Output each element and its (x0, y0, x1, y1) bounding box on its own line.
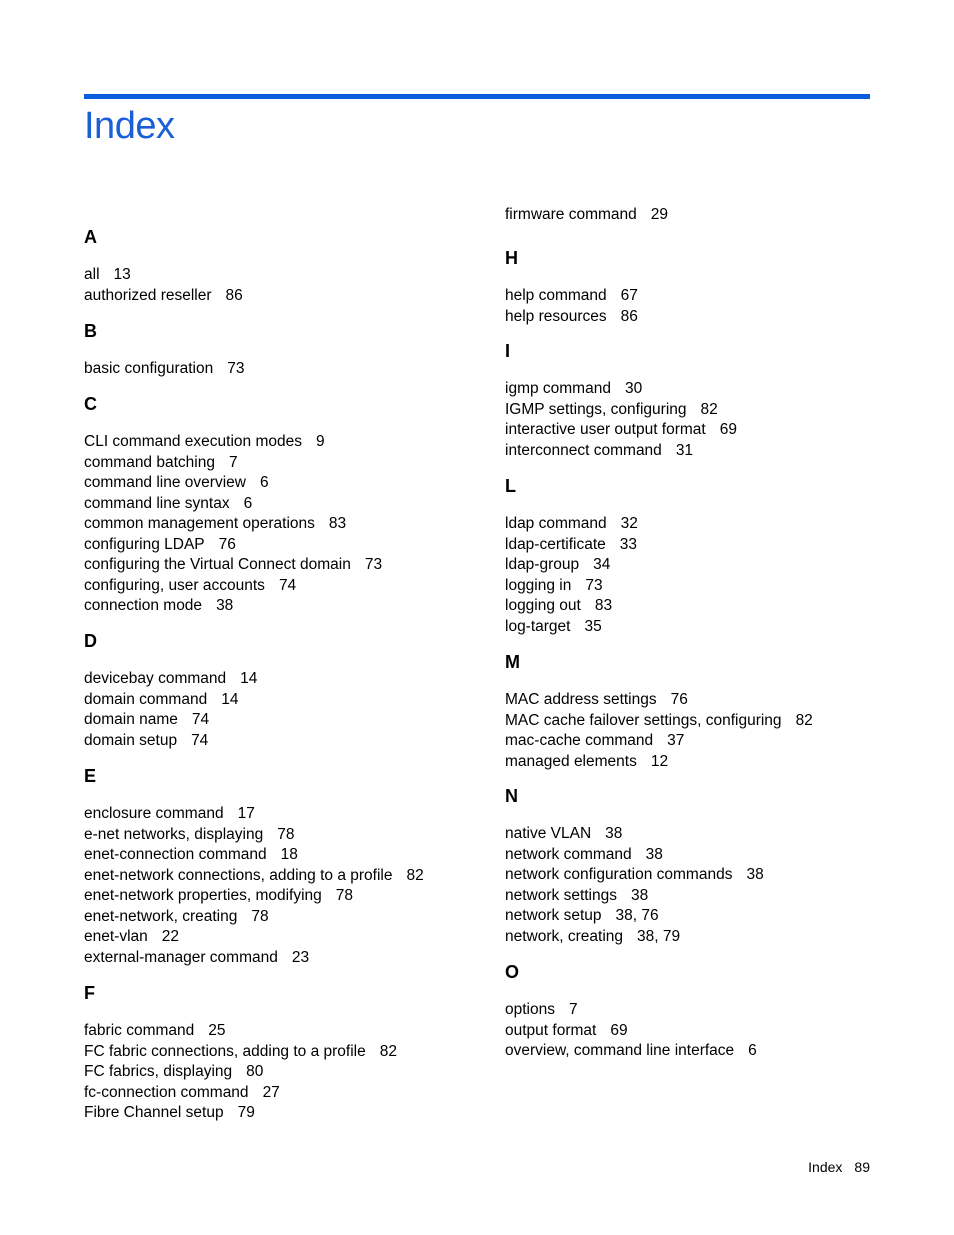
index-entry (505, 1041, 925, 1062)
entry-term: logging out (505, 597, 581, 614)
section-letter: O (505, 962, 520, 982)
page-title: Index (84, 105, 175, 147)
index-entry (84, 710, 504, 731)
entry-list (84, 1021, 504, 1124)
entry-term: enet-network connections, adding to a profile (84, 866, 393, 884)
index-section-o (505, 962, 925, 1062)
entry-pages[interactable]: 30 (624, 380, 643, 397)
index-entry (505, 576, 925, 597)
entry-pages[interactable]: 38 (605, 825, 623, 842)
entry-pages[interactable]: 33 (619, 535, 638, 553)
index-entry (84, 265, 504, 286)
entry-list (505, 824, 925, 947)
entry-pages[interactable]: 76 (670, 691, 688, 708)
entry-term: options (505, 1001, 555, 1018)
entry-term: igmp command (505, 380, 611, 397)
entry-pages[interactable]: 31 (675, 441, 694, 459)
entry-pages[interactable]: 6 (259, 474, 269, 491)
section-letter: N (505, 786, 518, 806)
entry-pages[interactable]: 73 (227, 360, 245, 377)
index-entry (84, 948, 504, 969)
index-section-b (84, 321, 504, 380)
entry-term: authorized reseller (84, 286, 212, 304)
entry-pages[interactable]: 18 (280, 846, 298, 863)
entry-term: domain setup (84, 731, 178, 749)
entry-pages[interactable]: 25 (208, 1022, 226, 1039)
index-entry (505, 379, 925, 400)
entry-term: enet-vlan (84, 928, 148, 945)
entry-term: interactive user output format (505, 421, 706, 438)
index-entry (84, 886, 504, 907)
entry-pages[interactable]: 82 (406, 866, 424, 884)
entry-pages[interactable]: 38 (631, 886, 649, 904)
entry-term: MAC cache failover settings, configuring (505, 711, 782, 729)
entry-term: fabric command (84, 1022, 195, 1039)
entry-pages[interactable]: 7 (568, 1001, 578, 1018)
index-entry (505, 555, 925, 576)
index-section-n (505, 786, 925, 947)
index-section-e (84, 766, 504, 968)
entry-pages[interactable]: 86 (620, 307, 638, 325)
index-entry (84, 494, 504, 515)
entry-term: network settings (505, 886, 617, 904)
entry-term: external-manager command (84, 948, 278, 966)
entry-term: basic configuration (84, 360, 214, 377)
entry-term: MAC address settings (505, 691, 657, 708)
entry-pages[interactable]: 32 (620, 515, 638, 532)
entry-term: ldap-group (505, 556, 580, 573)
index-entry (505, 886, 925, 907)
entry-term: enet-connection command (84, 846, 267, 863)
index-section-c (84, 394, 504, 617)
entry-pages[interactable]: 38, 76 (615, 907, 659, 924)
entry-list (505, 1000, 925, 1062)
section-letter: I (505, 341, 511, 361)
index-entry (84, 432, 504, 453)
index-section-i (505, 341, 925, 461)
index-entry (84, 473, 504, 494)
entry-list (84, 359, 504, 380)
entry-pages[interactable]: 35 (584, 617, 602, 635)
index-entry (84, 845, 504, 866)
entry-pages[interactable]: 6 (748, 1042, 757, 1059)
entry-list (505, 514, 925, 637)
continued-entry (505, 205, 668, 226)
entry-term: configuring the Virtual Connect domain (84, 556, 351, 573)
page-footer (808, 1158, 870, 1176)
entry-pages[interactable]: 9 (315, 433, 325, 450)
entry-pages[interactable]: 7 (228, 453, 238, 471)
entry-list (505, 286, 925, 327)
title-rule (84, 94, 870, 99)
entry-term: command line overview (84, 474, 246, 491)
entry-pages[interactable]: 23 (291, 948, 310, 966)
entry-term: enet-network, creating (84, 907, 238, 925)
entry-pages[interactable]: 78 (335, 887, 354, 904)
entry-pages[interactable]: 74 (278, 576, 297, 594)
entry-pages[interactable]: 14 (221, 690, 239, 708)
entry-pages[interactable]: 38, 79 (637, 927, 681, 945)
index-entry (505, 307, 925, 328)
index-entry (505, 845, 925, 866)
entry-pages[interactable]: 73 (585, 576, 603, 594)
index-entry (84, 804, 504, 825)
section-letter: B (84, 321, 97, 341)
index-entry (505, 514, 925, 535)
index-entry (505, 286, 925, 307)
entry-pages[interactable]: 73 (364, 556, 383, 573)
entry-pages[interactable]: 82 (700, 400, 718, 418)
section-letter: L (505, 476, 516, 496)
entry-pages[interactable]: 83 (594, 597, 613, 614)
section-letter: A (84, 227, 97, 247)
entry-term: FC fabrics, displaying (84, 1063, 233, 1080)
entry-term: native VLAN (505, 825, 592, 842)
index-entry (84, 596, 504, 617)
entry-term: network configuration commands (505, 866, 733, 883)
entry-term: firmware command (505, 206, 637, 223)
index-section-m (505, 652, 925, 772)
entry-pages[interactable]: 67 (620, 287, 638, 304)
index-entry (84, 555, 504, 576)
index-entry (84, 1042, 504, 1063)
index-entry (505, 1000, 925, 1021)
entry-pages[interactable]: 69 (719, 421, 737, 438)
entry-term: configuring, user accounts (84, 576, 265, 594)
index-entry (84, 1062, 504, 1083)
index-entry (505, 617, 925, 638)
entry-pages[interactable]: 74 (191, 711, 210, 728)
entry-term: CLI command execution modes (84, 433, 302, 450)
entry-pages[interactable]: 6 (243, 494, 253, 512)
entry-term: mac-cache command (505, 732, 654, 749)
entry-term: connection mode (84, 597, 203, 614)
index-entry (84, 535, 504, 556)
index-entry (505, 1021, 925, 1042)
index-entry (84, 453, 504, 474)
index-entry (84, 1083, 504, 1104)
index-entry (84, 514, 504, 535)
index-entry (505, 927, 925, 948)
section-letter: M (505, 652, 520, 672)
entry-pages[interactable]: 17 (237, 805, 255, 822)
index-entry (505, 596, 925, 617)
entry-term: interconnect command (505, 441, 662, 459)
entry-pages[interactable]: 80 (246, 1063, 264, 1080)
index-entry (84, 866, 504, 887)
entry-term: managed elements (505, 752, 637, 770)
entry-pages[interactable]: 74 (191, 731, 209, 749)
entry-pages[interactable]: 38 (746, 866, 764, 883)
entry-term: IGMP settings, configuring (505, 400, 687, 418)
entry-pages[interactable]: 27 (262, 1083, 280, 1101)
index-entry (505, 906, 925, 927)
entry-term: Fibre Channel setup (84, 1104, 224, 1121)
index-entry (84, 359, 504, 380)
entry-pages[interactable]: 38 (216, 597, 234, 614)
index-entry (84, 669, 504, 690)
footer-label: Index (808, 1159, 843, 1175)
index-entry (505, 535, 925, 556)
index-entry (505, 400, 925, 421)
entry-term: common management operations (84, 515, 315, 532)
index-section-h (505, 248, 925, 327)
index-entry (84, 731, 504, 752)
entry-pages[interactable]: 34 (593, 556, 611, 573)
entry-list (84, 265, 504, 306)
entry-pages[interactable]: 86 (225, 286, 243, 304)
entry-pages[interactable]: 76 (218, 535, 236, 553)
index-entry (505, 752, 925, 773)
entry-pages[interactable]: 22 (161, 928, 180, 945)
index-entry (505, 420, 925, 441)
entry-term: enet-network properties, modifying (84, 887, 322, 904)
entry-list (84, 669, 504, 751)
entry-term: ldap command (505, 515, 607, 532)
index-section-a (84, 227, 504, 306)
index-entry (505, 865, 925, 886)
entry-term: fc-connection command (84, 1083, 249, 1101)
entry-pages[interactable]: 38 (645, 845, 663, 863)
entry-term: output format (505, 1021, 597, 1039)
entry-list (84, 432, 504, 617)
page-number: 89 (854, 1159, 870, 1175)
entry-term: all (84, 266, 100, 283)
entry-pages[interactable]: 82 (379, 1042, 397, 1060)
index-entry (505, 824, 925, 845)
entry-list (505, 379, 925, 461)
index-entry (84, 825, 504, 846)
entry-term: devicebay command (84, 670, 227, 687)
section-letter: H (505, 248, 518, 268)
entry-pages[interactable]: 37 (667, 732, 685, 749)
entry-term: domain name (84, 711, 178, 728)
index-entry (84, 286, 504, 307)
entry-term: domain command (84, 690, 208, 708)
entry-pages[interactable]: 78 (277, 825, 295, 843)
section-letter: F (84, 983, 95, 1003)
index-entry (505, 690, 925, 711)
index-entry (84, 1021, 504, 1042)
index-entry (505, 441, 925, 462)
index-entry (84, 907, 504, 928)
entry-term: e-net networks, displaying (84, 825, 264, 843)
entry-list (505, 690, 925, 772)
entry-pages[interactable]: 82 (795, 711, 813, 729)
index-entry (84, 1103, 504, 1124)
index-entry (505, 731, 925, 752)
entry-term: network, creating (505, 927, 624, 945)
entry-term: log-target (505, 617, 571, 635)
section-letter: D (84, 631, 97, 651)
entry-pages[interactable]: 78 (251, 907, 269, 925)
entry-term: network command (505, 845, 632, 863)
index-entry (505, 711, 925, 732)
entry-term: logging in (505, 576, 572, 594)
entry-term: overview, command line interface (505, 1042, 735, 1059)
entry-term: ldap-certificate (505, 535, 606, 553)
entry-term: help command (505, 287, 607, 304)
entry-pages[interactable]: 12 (650, 752, 669, 770)
section-letter: E (84, 766, 97, 786)
entry-term: command batching (84, 453, 215, 471)
section-letter: C (84, 394, 97, 414)
entry-term: FC fabric connections, adding to a profile (84, 1042, 366, 1060)
entry-term: configuring LDAP (84, 535, 205, 553)
entry-term: enclosure command (84, 805, 224, 822)
index-section-f (84, 983, 504, 1124)
entry-pages[interactable]: 79 (237, 1104, 255, 1121)
index-entry (84, 927, 504, 948)
index-entry (84, 690, 504, 711)
entry-pages[interactable]: 14 (240, 670, 258, 687)
index-section-l (505, 476, 925, 637)
entry-term: command line syntax (84, 494, 230, 512)
entry-term: help resources (505, 307, 607, 325)
entry-pages[interactable]: 13 (113, 266, 131, 283)
entry-list (84, 804, 504, 968)
entry-pages[interactable]: 29 (650, 206, 669, 223)
entry-pages[interactable]: 83 (328, 515, 347, 532)
entry-term: network setup (505, 907, 602, 924)
index-section-d (84, 631, 504, 751)
index-entry (84, 576, 504, 597)
entry-pages[interactable]: 69 (610, 1021, 628, 1039)
